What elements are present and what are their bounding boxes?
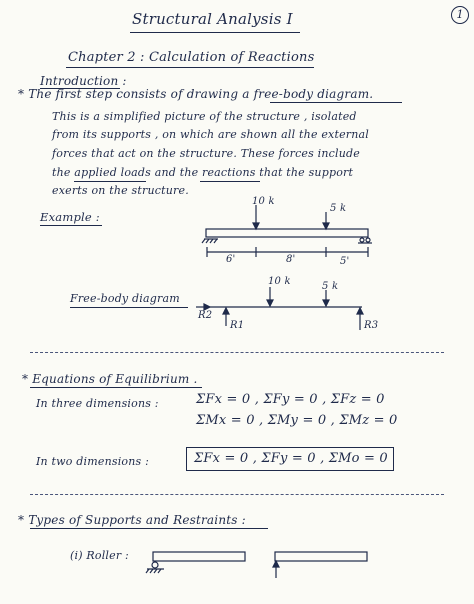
fbd-reaction-r3: R3: [364, 320, 379, 331]
supports-heading: * Types of Supports and Restraints :: [18, 513, 246, 527]
equations-3d-forces: ΣFx = 0 , ΣFy = 0 , ΣFz = 0: [196, 392, 385, 407]
intro-line-4: the applied loads and the reactions that the support: [52, 166, 354, 179]
three-dimensions-label: In three dimensions :: [36, 397, 159, 410]
page-number: 1: [451, 6, 469, 24]
section-divider-2: [30, 494, 444, 495]
example-dim-5: 5': [340, 256, 350, 267]
free-body-label: Free-body diagram: [70, 292, 180, 305]
supports-underline: [30, 528, 268, 529]
intro-heading: Introduction :: [40, 74, 127, 88]
section-divider-1: [30, 352, 444, 353]
two-dimensions-label: In two dimensions :: [36, 455, 149, 468]
chapter-heading: Chapter 2 : Calculation of Reactions: [68, 50, 315, 65]
roller-label: (i) Roller :: [70, 549, 129, 562]
intro-line-5: exerts on the structure.: [52, 184, 189, 197]
equations-3d-moments: ΣMx = 0 , ΣMy = 0 , ΣMz = 0: [196, 413, 398, 428]
equations-2d: ΣFx = 0 , ΣFy = 0 , ΣMo = 0: [194, 451, 388, 466]
fbd-load-5k: 5 k: [322, 281, 339, 292]
intro-line-1: This is a simplified picture of the structure , isolated: [52, 110, 357, 123]
example-dim-8: 8': [286, 254, 296, 265]
example-beam: [202, 205, 372, 257]
equilibrium-underline: [30, 387, 202, 388]
example-load-5k: 5 k: [330, 203, 347, 214]
intro-bullet: * The first step consists of drawing a free-body diagram.: [18, 87, 374, 101]
fbd-reaction-r2: R2: [198, 310, 213, 321]
equilibrium-heading: * Equations of Equilibrium .: [22, 372, 198, 386]
fbd-load-10k: 10 k: [268, 276, 291, 287]
page-title: Structural Analysis I: [132, 10, 293, 28]
example-dim-6: 6': [226, 254, 236, 265]
roller-diagrams: [146, 552, 367, 578]
intro-line-2: from its supports , on which are shown all the external: [52, 128, 370, 141]
free-body-beam: [196, 287, 363, 330]
example-load-10k: 10 k: [252, 196, 275, 207]
fbd-reaction-r1: R1: [230, 320, 245, 331]
example-label: Example :: [40, 210, 100, 224]
intro-line-3: forces that act on the structure. These forces include: [52, 147, 360, 160]
